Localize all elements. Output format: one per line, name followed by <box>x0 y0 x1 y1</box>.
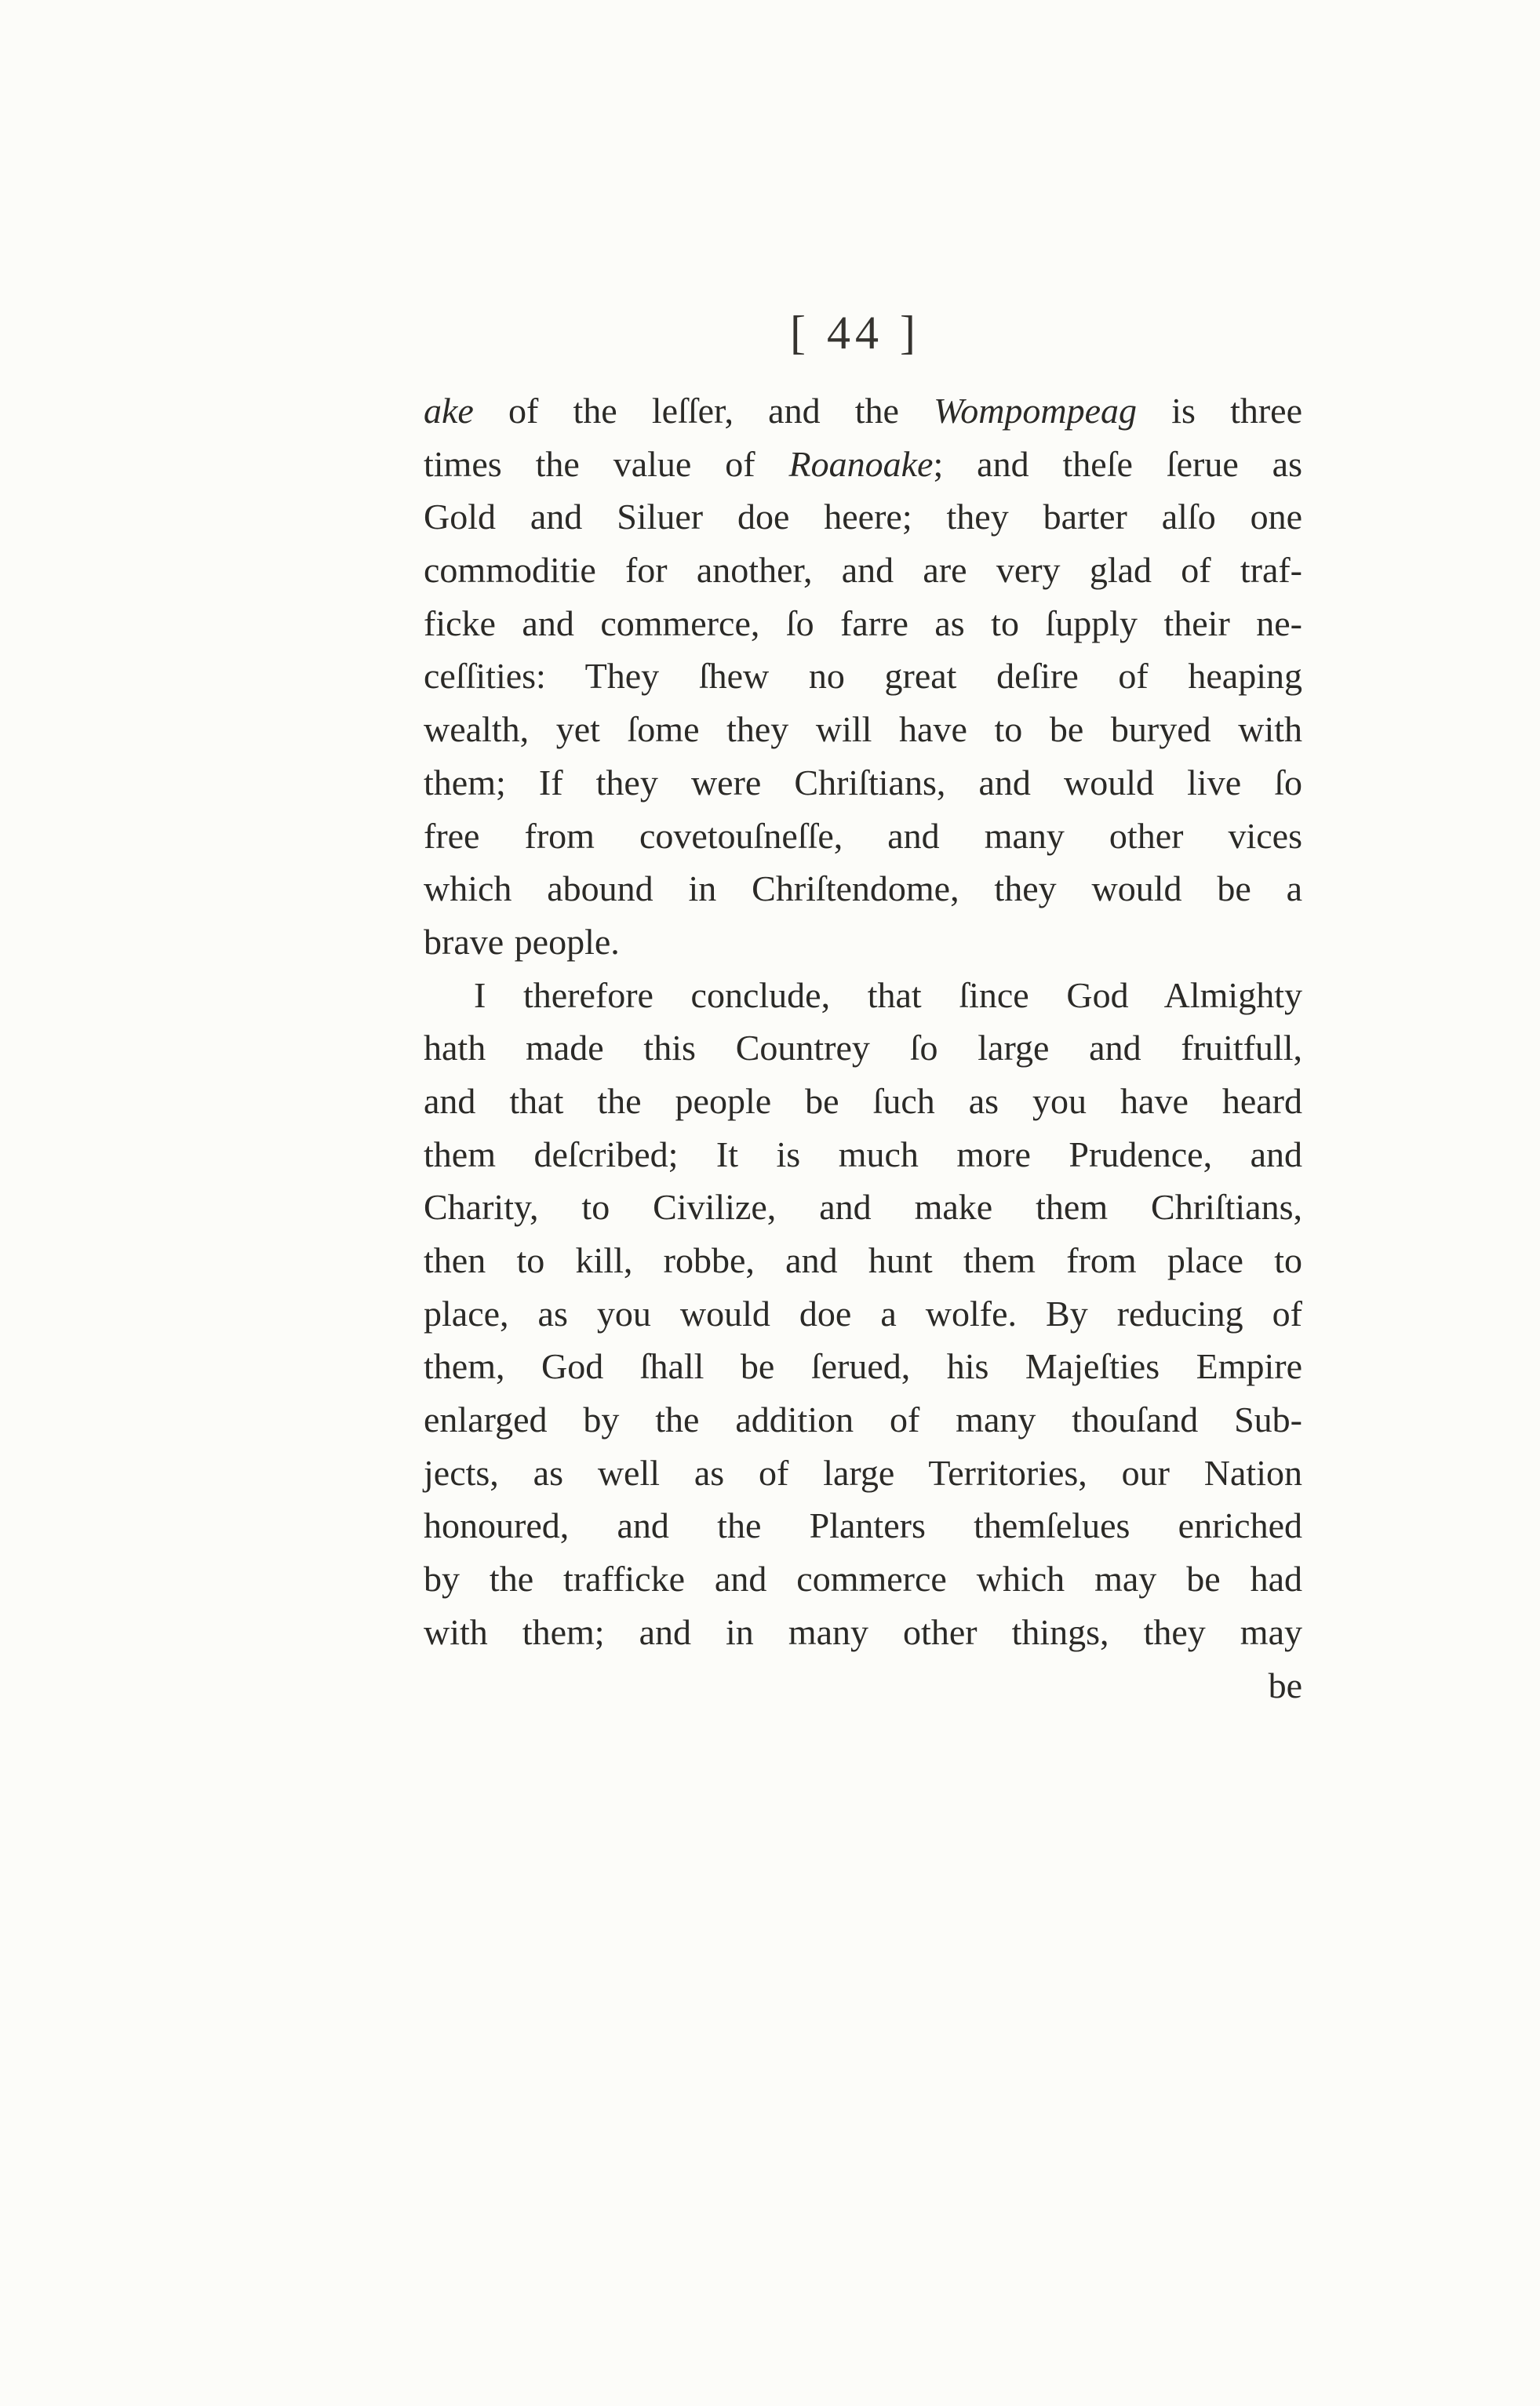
text-line-14: and that the people be ſuch as you have heard <box>424 1080 1302 1121</box>
text-line-23: by the trafficke and commerce which may be had <box>424 1559 1302 1600</box>
text-line-11: brave people. <box>424 921 620 962</box>
text-line-7: wealth, yet ſome they will have to be buryed with <box>424 709 1302 750</box>
text-line-16: Charity, to Civilize, and make them Chriſtians, <box>424 1187 1302 1228</box>
text-line-15: them deſcribed; It is much more Prudence, and <box>424 1134 1302 1174</box>
text-line-22: honoured, and the Planters themſelues enriched <box>424 1505 1302 1546</box>
line-1-end: is three <box>1137 391 1303 431</box>
text-line-13: hath made this Countrey ſo large and fruitfull, <box>424 1028 1302 1068</box>
line-2-end: ; and theſe ſerue as <box>933 443 1302 484</box>
text-line-1 <box>424 384 1302 438</box>
text-line-6: ceſſities: They ſhew no great deſire of heaping <box>424 656 1302 697</box>
italic-word-ake: ake <box>424 391 474 431</box>
text-line-21: jects, as well as of large Territories, our Nation <box>424 1452 1302 1493</box>
text-line-24: with them; and in many other things, they may <box>424 1611 1302 1652</box>
body-text <box>424 384 1302 1712</box>
text-line-2 <box>424 438 1302 491</box>
text-line-3: Gold and Siluer doe heere; they barter alſo one <box>424 497 1302 537</box>
italic-word-wompompeag: Wompompeag <box>934 391 1138 431</box>
text-line-18: place, as you would doe a wolfe. By reducing of <box>424 1293 1302 1334</box>
text-line-8: them; If they were Chriſtians, and would live ſo <box>424 762 1302 803</box>
page-number: [ 44 ] <box>790 307 920 359</box>
line-1-text: of the leſſer, and the <box>473 391 934 431</box>
line-2-start: times the value of <box>424 443 789 484</box>
text-line-17: then to kill, robbe, and hunt them from place to <box>424 1240 1302 1280</box>
text-line-4: commoditie for another, and are very glad of traf- <box>424 550 1302 591</box>
text-line-12: I therefore conclude, that ſince God Almighty <box>474 974 1302 1015</box>
text-line-9: free from covetouſneſſe, and many other vices <box>424 815 1302 856</box>
text-line-5: ficke and commerce, ſo farre as to ſupply their ne- <box>424 602 1302 643</box>
text-line-20: enlarged by the addition of many thouſand Sub- <box>424 1400 1302 1440</box>
text-line-19: them, God ſhall be ſerued, his Majeſties Empire <box>424 1346 1302 1387</box>
text-line-10: which abound in Chriſtendome, they would be a <box>424 868 1302 909</box>
catchword: be <box>1268 1665 1302 1705</box>
italic-word-roanoake: Roanoake <box>788 443 934 484</box>
